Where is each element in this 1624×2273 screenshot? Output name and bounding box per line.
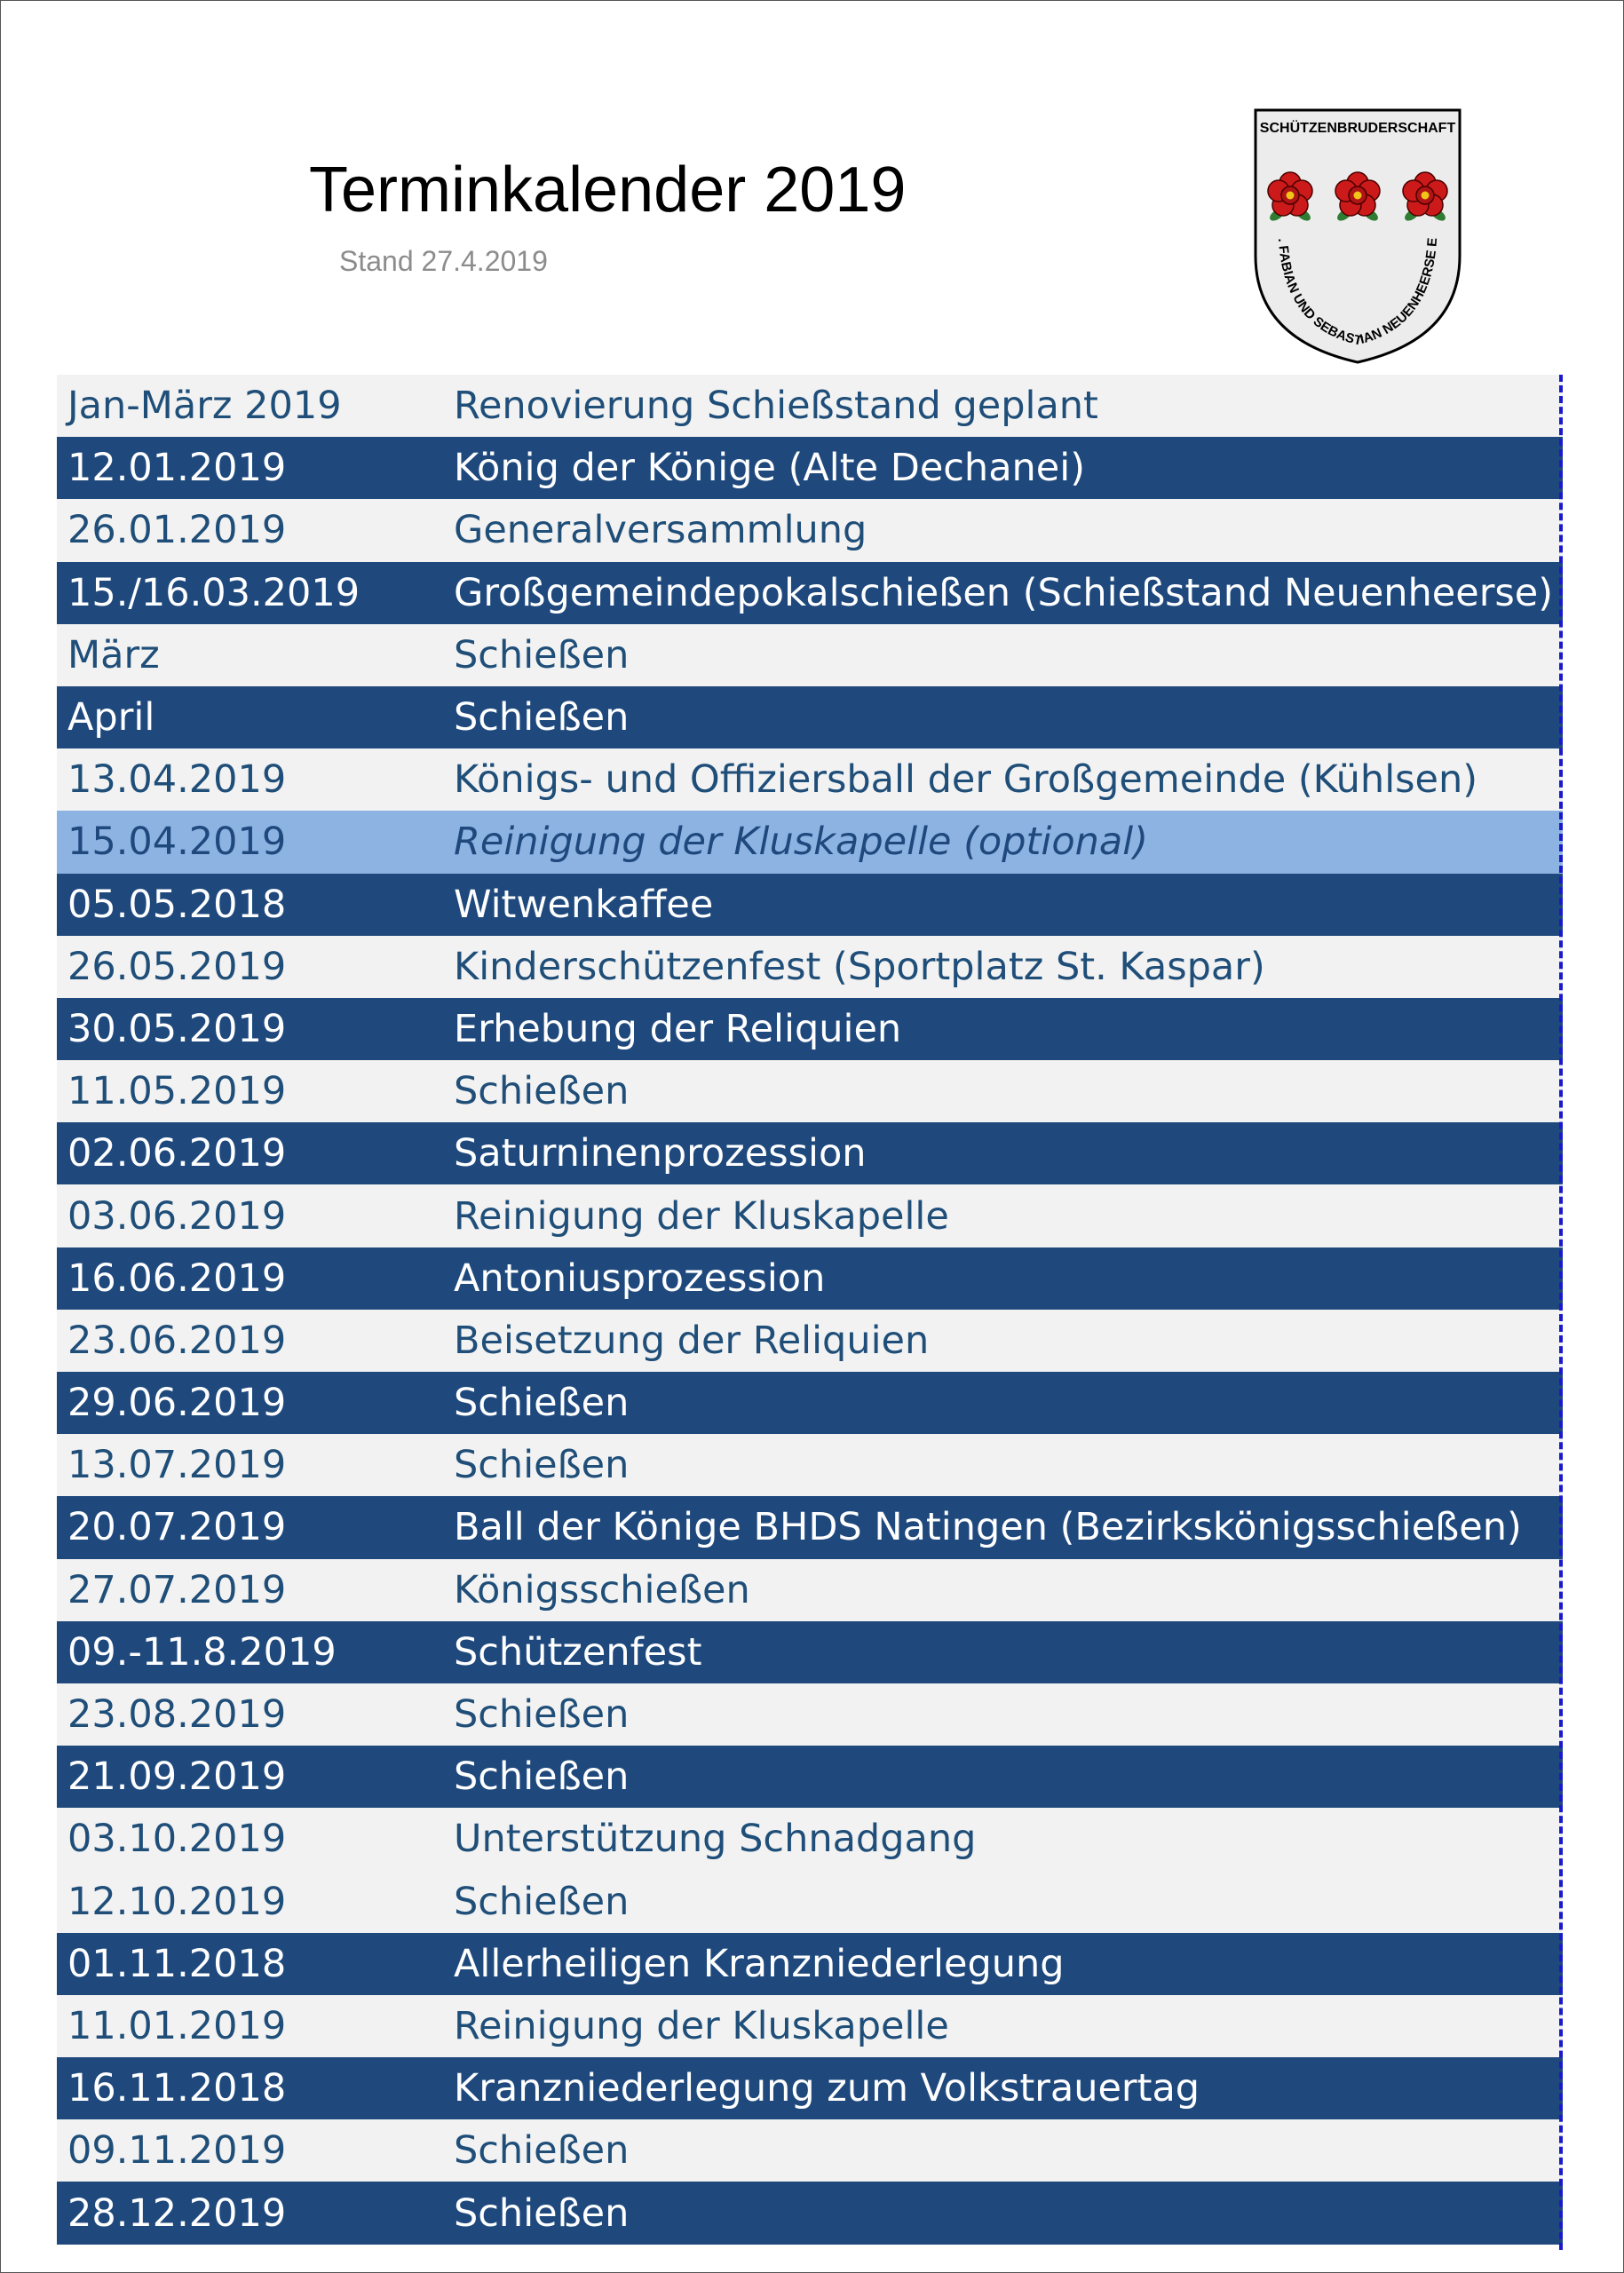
event-title: Schießen xyxy=(454,2128,630,2174)
event-title: Königsschießen xyxy=(454,1567,750,1612)
table-row xyxy=(57,2182,1563,2244)
event-date: 16.11.2018 xyxy=(67,2066,287,2111)
table-row xyxy=(57,1871,1563,1933)
event-date: 16.06.2019 xyxy=(67,1255,287,1301)
event-date: 27.07.2019 xyxy=(67,1567,287,1612)
event-title: Schießen xyxy=(454,1879,630,1924)
table-row xyxy=(57,1310,1563,1372)
event-date: 02.06.2019 xyxy=(67,1131,287,1176)
event-date: 09.-11.8.2019 xyxy=(67,1629,337,1675)
event-date: 29.06.2019 xyxy=(67,1381,287,1426)
event-title: Witwenkaffee xyxy=(454,882,714,927)
table-row xyxy=(57,1559,1563,1621)
event-date: 01.11.2018 xyxy=(67,1941,287,1986)
event-title: Kranzniederlegung zum Volkstrauertag xyxy=(454,2066,1200,2111)
event-title: Reinigung der Kluskapelle (optional) xyxy=(454,820,1148,865)
event-title: Unterstützung Schnadgang xyxy=(454,1817,977,1862)
event-date: 03.10.2019 xyxy=(67,1817,287,1862)
crest-arc-text: . FABIAN UND SEBASTIAN NEUENHEERSE E xyxy=(1274,237,1441,349)
table-row xyxy=(57,624,1563,686)
event-title: Schießen xyxy=(454,695,630,741)
event-date: 11.05.2019 xyxy=(67,1069,287,1114)
event-title: Schießen xyxy=(454,1443,630,1488)
three-roses-shield-icon xyxy=(1248,107,1467,366)
table-row xyxy=(57,686,1563,748)
table-row xyxy=(57,375,1563,437)
event-title: Schießen xyxy=(454,2190,630,2236)
table-row xyxy=(57,1683,1563,1746)
event-title: Schießen xyxy=(454,1381,630,1426)
event-date: 26.05.2019 xyxy=(67,944,287,989)
table-row xyxy=(57,1372,1563,1434)
event-date: 05.05.2018 xyxy=(67,882,287,927)
event-title: Renovierung Schießstand geplant xyxy=(454,384,1098,429)
event-date: 20.07.2019 xyxy=(67,1505,287,1550)
event-date: 13.07.2019 xyxy=(67,1443,287,1488)
event-title: Erhebung der Reliquien xyxy=(454,1006,902,1051)
event-title: Reinigung der Kluskapelle xyxy=(454,1193,949,1239)
table-row xyxy=(57,998,1563,1060)
event-date: 23.08.2019 xyxy=(67,1692,287,1738)
event-date: 23.06.2019 xyxy=(67,1318,287,1363)
event-title: Schießen xyxy=(454,632,630,677)
event-title: Großgemeindepokalschießen (Schießstand Neuenheerse) xyxy=(454,570,1554,615)
dashed-border-line xyxy=(1559,375,1563,2250)
page-title: Terminkalender 2019 xyxy=(309,154,907,226)
event-title: Königs- und Offiziersball der Großgemeinde (Kühlsen) xyxy=(454,757,1478,803)
table-row xyxy=(57,874,1563,936)
event-title: Kinderschützenfest (Sportplatz St. Kaspar) xyxy=(454,944,1265,989)
event-title: Schützenfest xyxy=(454,1629,702,1675)
event-date: 21.09.2019 xyxy=(67,1754,287,1800)
table-row xyxy=(57,1060,1563,1122)
event-date: 03.06.2019 xyxy=(67,1193,287,1239)
event-date: 11.01.2019 xyxy=(67,2003,287,2048)
table-row xyxy=(57,1122,1563,1184)
event-date: März xyxy=(67,632,160,677)
event-date: April xyxy=(67,695,155,741)
table-row xyxy=(57,562,1563,624)
event-title: Allerheiligen Kranzniederlegung xyxy=(454,1941,1065,1986)
page-subtitle: Stand 27.4.2019 xyxy=(339,245,548,277)
event-date: 09.11.2019 xyxy=(67,2128,287,2174)
event-title: Beisetzung der Reliquien xyxy=(454,1318,930,1363)
table-row xyxy=(57,2057,1563,2119)
event-title: Generalversammlung xyxy=(454,508,867,553)
event-table xyxy=(57,375,1563,2245)
table-row xyxy=(57,1746,1563,1808)
table-row xyxy=(57,936,1563,998)
table-row xyxy=(57,437,1563,499)
event-date: 26.01.2019 xyxy=(67,508,287,553)
table-row xyxy=(57,1933,1563,1995)
event-title: Ball der Könige BHDS Natingen (Bezirkskönigsschießen) xyxy=(454,1505,1522,1550)
table-row xyxy=(57,811,1563,873)
event-date: 30.05.2019 xyxy=(67,1006,287,1051)
event-date: 12.10.2019 xyxy=(67,1879,287,1924)
table-row xyxy=(57,2119,1563,2182)
event-title: Antoniusprozession xyxy=(454,1255,826,1301)
event-title: Schießen xyxy=(454,1692,630,1738)
table-row xyxy=(57,1247,1563,1310)
event-date: 12.01.2019 xyxy=(67,446,287,491)
table-row xyxy=(57,1184,1563,1247)
event-title: Schießen xyxy=(454,1069,630,1114)
event-title: Saturninenprozession xyxy=(454,1131,867,1176)
crest-top-text: SCHÜTZENBRUDERSCHAFT xyxy=(1259,121,1456,136)
event-title: König der Könige (Alte Dechanei) xyxy=(454,446,1085,491)
event-title: Reinigung der Kluskapelle xyxy=(454,2003,949,2048)
table-row xyxy=(57,1808,1563,1870)
event-date: 15.04.2019 xyxy=(67,820,287,865)
event-date: 28.12.2019 xyxy=(67,2190,287,2236)
event-date: 15./16.03.2019 xyxy=(67,570,360,615)
event-title: Schießen xyxy=(454,1754,630,1800)
event-date: 13.04.2019 xyxy=(67,757,287,803)
event-date: Jan-März 2019 xyxy=(67,384,342,429)
table-row xyxy=(57,1434,1563,1496)
table-row xyxy=(57,1995,1563,2057)
table-row xyxy=(57,748,1563,811)
table-row xyxy=(57,1621,1563,1683)
table-row xyxy=(57,499,1563,561)
table-row xyxy=(57,1496,1563,1558)
